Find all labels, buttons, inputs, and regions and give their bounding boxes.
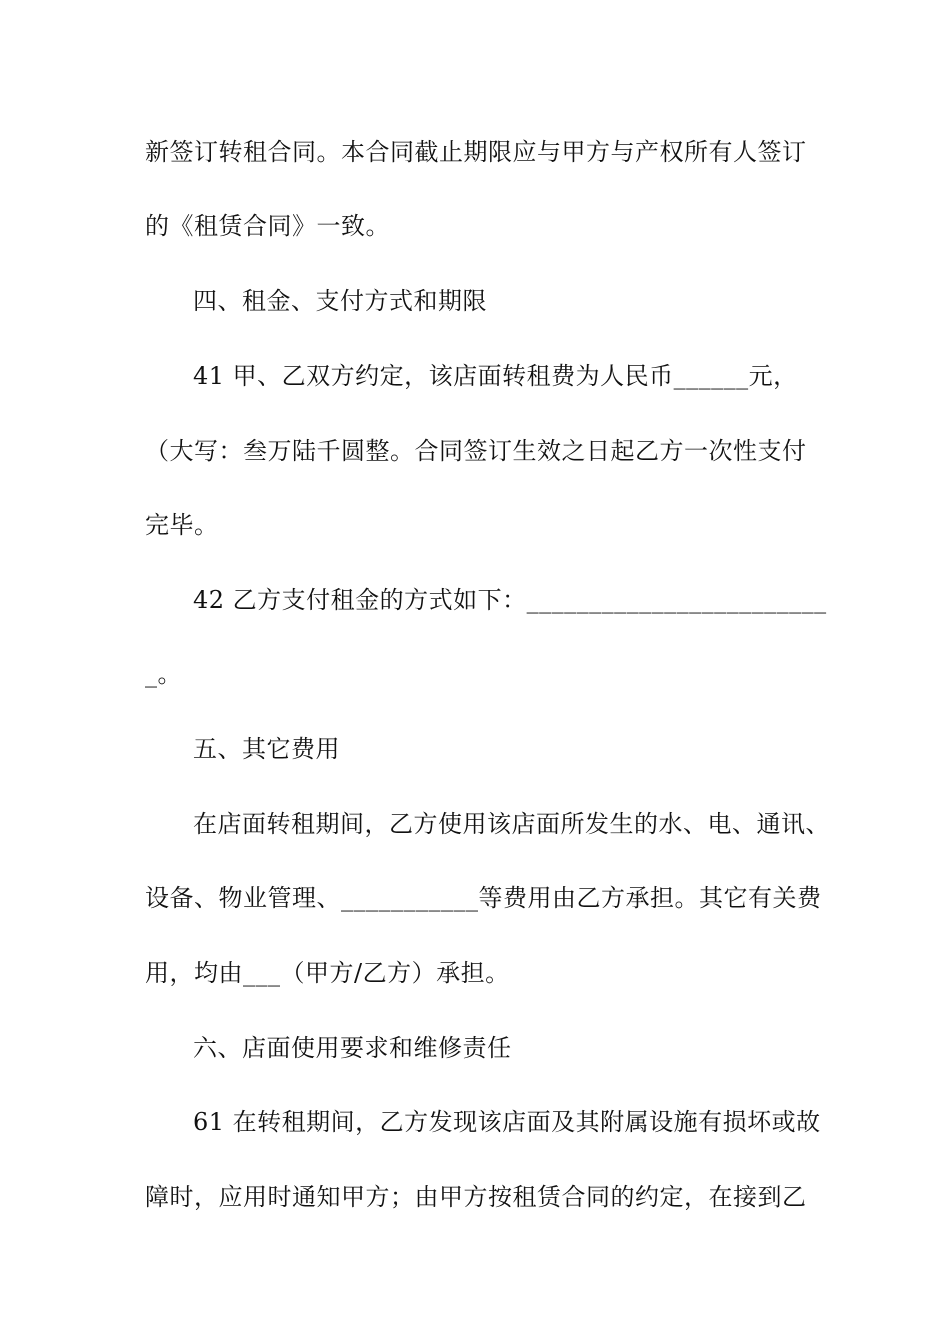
section-heading-rent: 四、租金、支付方式和期限 (193, 287, 487, 315)
section-heading-other-fees: 五、其它费用 (193, 735, 340, 763)
paragraph-line: 新签订转租合同。本合同截止期限应与甲方与产权所有人签订 (145, 138, 807, 166)
clause-4-1: 41 甲、乙双方约定，该店面转租费为人民币______元， (193, 362, 798, 390)
paragraph-line: 完毕。 (145, 511, 219, 539)
paragraph-line: 障时，应用时通知甲方；由甲方按租赁合同的约定，在接到乙 (145, 1183, 807, 1211)
section-heading-usage-repair: 六、店面使用要求和维修责任 (193, 1034, 512, 1062)
paragraph-line: 用，均由___（甲方/乙方）承担。 (145, 959, 510, 987)
clause-4-2: 42 乙方支付租金的方式如下：________________________ (193, 586, 827, 614)
paragraph-line: （大写：叁万陆千圆整。合同签订生效之日起乙方一次性支付 (145, 437, 807, 465)
paragraph-line: 的《租赁合同》一致。 (145, 212, 390, 240)
paragraph-line: _。 (145, 660, 182, 688)
paragraph-line: 在店面转租期间，乙方使用该店面所发生的水、电、通讯、 (193, 810, 830, 838)
paragraph-line: 设备、物业管理、___________等费用由乙方承担。其它有关费 (145, 884, 822, 912)
clause-6-1: 61 在转租期间，乙方发现该店面及其附属设施有损坏或故 (193, 1108, 821, 1136)
